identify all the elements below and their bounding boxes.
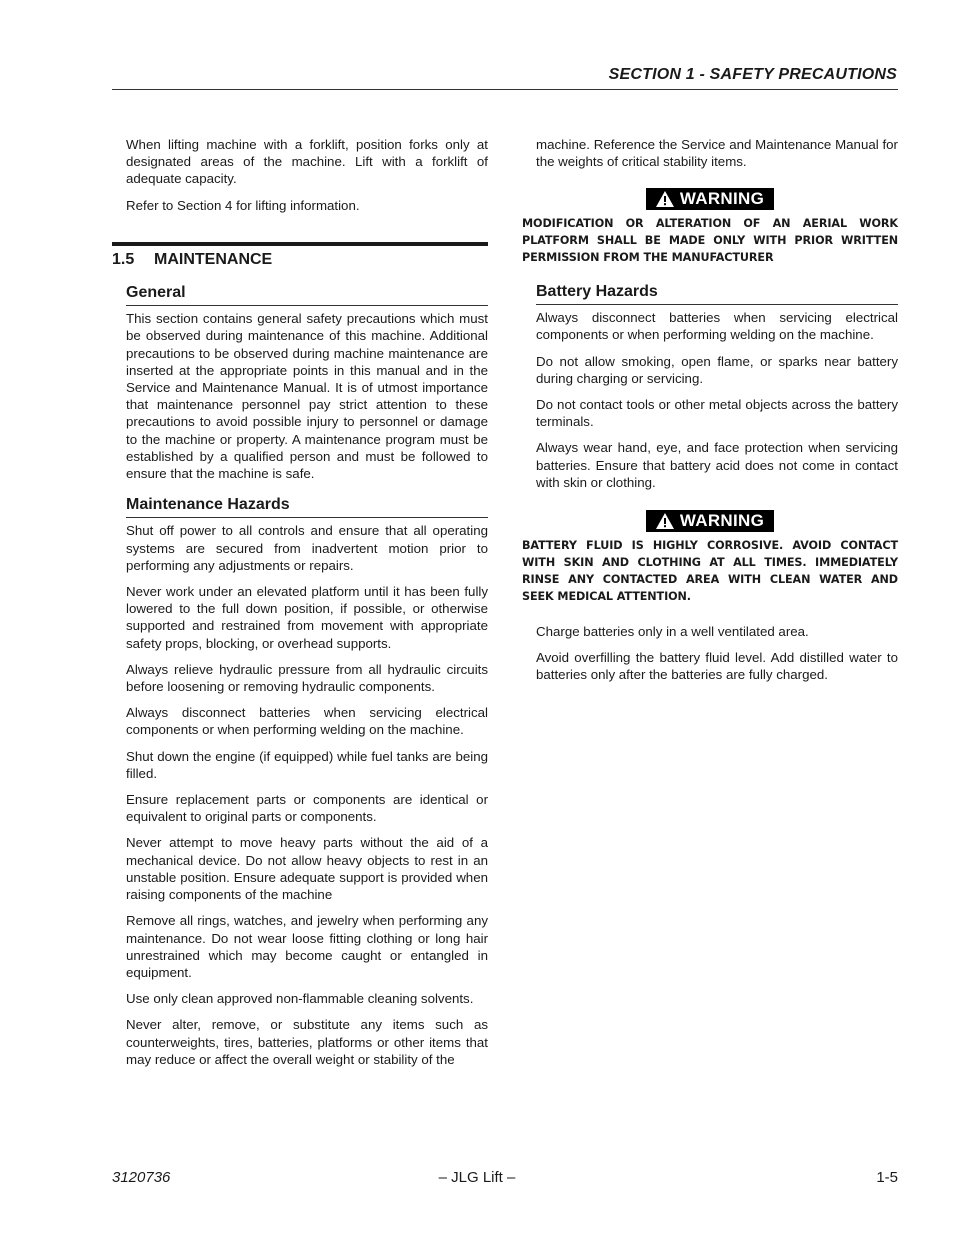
header-rule [112, 89, 898, 90]
battery-paragraph: Always wear hand, eye, and face protection when servicing batteries. Ensure that battery acid does not come in contact with skin or clothing. [536, 440, 898, 490]
hazard-paragraph: Shut down the engine (if equipped) while fuel tanks are being filled. [126, 748, 488, 781]
left-column [126, 136, 488, 223]
battery-paragraph: Avoid overfilling the battery fluid level. Add distilled water to batteries only after the batteries are fully charged. [536, 650, 898, 683]
hazard-paragraph: Never attempt to move heavy parts without the aid of a mechanical device. Do not allow heavy objects to rest in an unstable position. Ensure adequate support is provided when raising components of the machine [126, 835, 488, 903]
warning-block-2 [522, 510, 898, 532]
hazard-paragraph: Shut off power to all controls and ensure that all operating systems are secured from inadvertent motion prior to performing any adjustments or repairs. [126, 523, 488, 573]
page-header-title: SECTION 1 - SAFETY PRECAUTIONS [608, 66, 897, 83]
hazard-paragraph: Never work under an elevated platform until it has been fully lowered to the full down position, if possible, or otherwise supported and restrained from movement with appropriate safety props, blocking, or overhead supports. [126, 584, 488, 651]
hazard-paragraph: Always disconnect batteries when servicing electrical components or when performing welding on the machine. [126, 705, 488, 738]
after-warning-block [536, 623, 898, 693]
right-column [536, 136, 898, 179]
section-number: 1.5 [112, 251, 135, 268]
battery-paragraph: Charge batteries only in a well ventilated area. [536, 624, 809, 639]
hazard-paragraph: Ensure replacement parts or components are identical or equivalent to original parts or components. [126, 792, 488, 825]
warning-block-1 [522, 188, 898, 210]
battery-paragraph: Always disconnect batteries when servicing electrical components or when performing welding on the machine. [536, 310, 898, 343]
battery-paragraph: Do not allow smoking, open flame, or sparks near battery during charging or servicing. [536, 353, 898, 386]
continued-paragraph: machine. Reference the Service and Maintenance Manual for the weights of critical stability items. [536, 137, 898, 170]
hazard-paragraph: Remove all rings, watches, and jewelry when performing any maintenance. Do not wear loose fitting clothing or long hair unrestrained which may become caught or entangled in equipment. [126, 913, 488, 980]
general-block [126, 284, 488, 1077]
battery-paragraph: Do not contact tools or other metal objects across the battery terminals. [536, 397, 898, 430]
footer-doc-number: 3120736 [112, 1169, 171, 1186]
intro-paragraph: When lifting machine with a forklift, position forks only at designated areas of the machine. Lift with a forklift of adequate capacity. [126, 137, 488, 187]
warning-text-2: BATTERY FLUID IS HIGHLY CORROSIVE. AVOID CONTACT WITH SKIN AND CLOTHING AT ALL TIMES. IMMEDIATELY RINSE ANY CONTACTED AREA WITH CLEAN WATER AND SEEK MEDICAL ATTENTION. [522, 539, 898, 603]
section-title: MAINTENANCE [154, 251, 273, 268]
hazard-paragraph: Always relieve hydraulic pressure from all hydraulic circuits before loosening or removing hydraulic components. [126, 661, 488, 695]
battery-block [536, 283, 898, 500]
maintenance-hazards-heading: Maintenance Hazards [126, 496, 488, 518]
general-paragraph: This section contains general safety precautions which must be observed during maintenance of this machine. Additional precautions to be observed during machine maintenance are inserted at the appropriate points in this manual and in the Service and Maintenance Manual. It is of utmost importance that maintenance personnel pay strict attention to these precautions to avoid possible injury to personnel or damage to the machine or property. A maintenance program must be established by a qualified person and must be followed to ensure that the machine is safe. [126, 311, 488, 482]
battery-hazards-heading: Battery Hazards [536, 283, 898, 305]
general-heading: General [126, 284, 488, 306]
warning-triangle-icon [656, 513, 674, 529]
warning-text-1: MODIFICATION OR ALTERATION OF AN AERIAL WORK PLATFORM SHALL BE MADE ONLY WITH PRIOR WRITTEN PERMISSION FROM THE MANUFACTURER [522, 217, 898, 264]
warning-badge [646, 510, 774, 532]
hazard-paragraph: Use only clean approved non-flammable cleaning solvents. [126, 991, 474, 1007]
footer-page-number: 1-5 [876, 1169, 898, 1186]
warning-badge [646, 188, 774, 210]
intro-paragraph: Refer to Section 4 for lifting information. [126, 197, 360, 213]
hazard-paragraph: Never alter, remove, or substitute any items such as counterweights, tires, batteries, platforms or other items that may reduce or affect the overall weight or stability of the [126, 1017, 488, 1067]
warning-label: WARNING [679, 189, 765, 208]
warning-label: WARNING [679, 511, 765, 530]
warning-triangle-icon [656, 191, 674, 207]
section-heading [112, 242, 488, 269]
footer-publisher: – JLG Lift – [438, 1169, 516, 1186]
